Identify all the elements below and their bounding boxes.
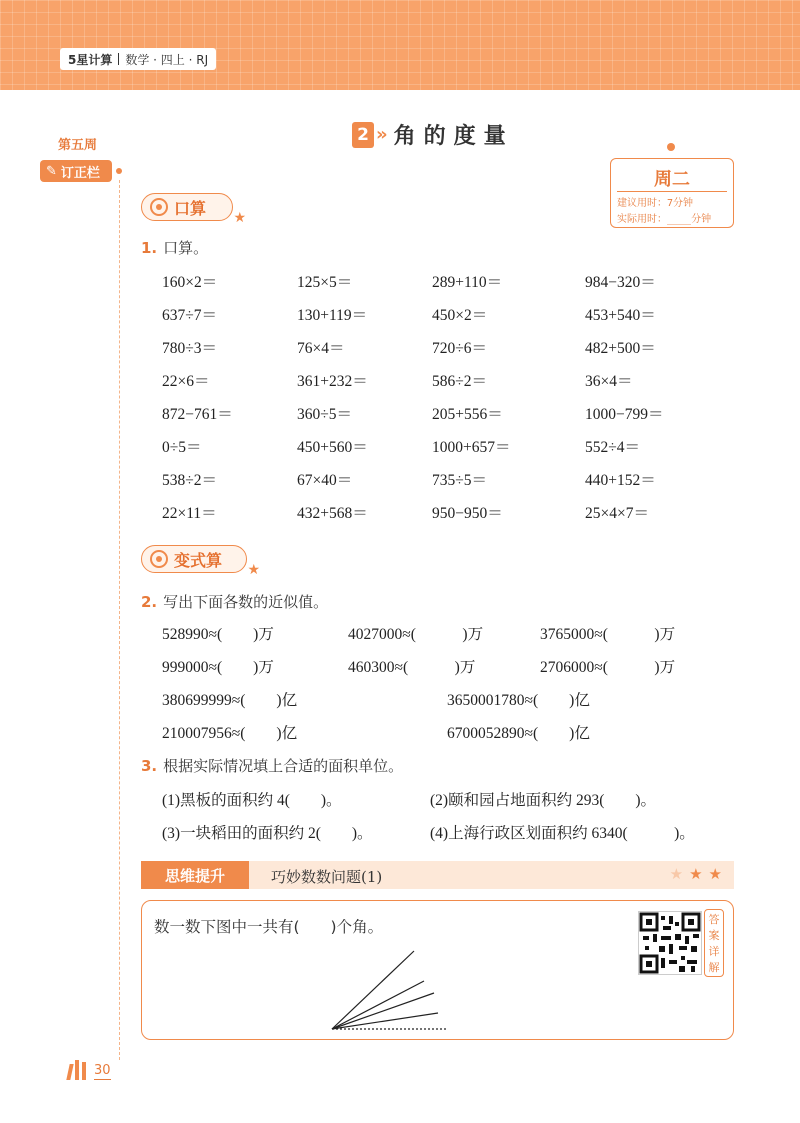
star-icon: ★ [233, 210, 246, 226]
section-oral-header [141, 193, 246, 226]
question-2 [141, 591, 328, 612]
difficulty-stars [670, 865, 728, 883]
approx-item: 999000≈( )万 [162, 659, 274, 676]
calc-item: 482+500＝ [585, 340, 656, 357]
answer-explain-char: 答 [708, 913, 720, 926]
thinking-subtitle: 巧妙数数问题(1) [271, 868, 383, 886]
target-icon [150, 550, 168, 568]
calc-item: 1000−799＝ [585, 406, 664, 423]
calc-item: 36×4＝ [585, 373, 633, 390]
approx-item: 210007956≈( )亿 [162, 725, 298, 742]
approx-item: 380699999≈( )亿 [162, 692, 298, 709]
question-1-text: 口算。 [163, 239, 209, 257]
calc-item: 76×4＝ [297, 340, 345, 357]
calc-item: 432+568＝ [297, 505, 368, 522]
area-item: (4)上海行政区划面积约 6340( )。 [430, 825, 695, 842]
correction-label: 订正栏 [60, 165, 100, 181]
approx-item: 460300≈( )万 [348, 659, 476, 676]
pin-icon [667, 143, 675, 151]
calc-item: 720÷6＝ [432, 340, 488, 357]
section-oral-label: 口算 [174, 198, 207, 218]
calc-item: 25×4×7＝ [585, 505, 649, 522]
calc-item: 361+232＝ [297, 373, 368, 390]
area-item: (2)颐和园占地面积约 293( )。 [430, 792, 657, 809]
question-2-text: 写出下面各数的近似值。 [163, 593, 329, 611]
books-icon [66, 1058, 90, 1080]
brand-subtitle: 数学 · 四上 · RJ [125, 52, 209, 67]
calc-item: 360÷5＝ [297, 406, 353, 423]
suggested-time: 建议用时：7分钟 [617, 198, 694, 209]
tag-dot [116, 168, 122, 174]
answer-explain-char: 案 [708, 929, 720, 942]
approx-item: 2706000≈( )万 [540, 659, 676, 676]
lesson-number: 2 [352, 122, 374, 148]
calc-item: 1000+657＝ [432, 439, 511, 456]
week-label: 第五周 [58, 138, 98, 153]
margin-divider [119, 180, 120, 1060]
approx-item: 6700052890≈( )亿 [447, 725, 590, 742]
page-number-block [66, 1058, 111, 1080]
section-variant-header [141, 545, 260, 578]
calc-item: 552÷4＝ [585, 439, 641, 456]
star-icon: ★ [669, 865, 690, 883]
approx-item: 4027000≈( )万 [348, 626, 484, 643]
calc-item: 984−320＝ [585, 274, 656, 291]
chevron-icon: » [376, 124, 388, 145]
approx-item: 528990≈( )万 [162, 626, 274, 643]
thinking-label: 思维提升 [141, 861, 249, 889]
brand-divider [118, 53, 119, 65]
calc-item: 450×2＝ [432, 307, 488, 324]
question-3 [141, 755, 403, 776]
correction-column-tag [40, 160, 112, 182]
calc-item: 950−950＝ [432, 505, 503, 522]
calc-item: 637÷7＝ [162, 307, 218, 324]
angle-figure [322, 941, 452, 1037]
calc-item: 67×40＝ [297, 472, 353, 489]
calc-item: 130+119＝ [297, 307, 368, 324]
calc-item: 0÷5＝ [162, 439, 202, 456]
question-1 [141, 237, 208, 258]
calc-item: 872−761＝ [162, 406, 233, 423]
thinking-header [141, 861, 734, 889]
question-2-number: 2. [141, 593, 158, 611]
brand-tag [60, 48, 216, 70]
lesson-title-text: 角的度量 [393, 124, 514, 149]
lesson-title [352, 119, 514, 150]
qr-code[interactable] [638, 911, 702, 975]
actual-time: 实际用时：____分钟 [617, 214, 712, 225]
qr-code-icon [639, 912, 701, 974]
angle-ray [332, 951, 414, 1029]
calc-item: 22×6＝ [162, 373, 210, 390]
star-icon: ★ [689, 865, 709, 883]
day-label: 周二 [654, 169, 690, 190]
calc-item: 453+540＝ [585, 307, 656, 324]
calc-item: 538÷2＝ [162, 472, 218, 489]
question-3-text: 根据实际情况填上合适的面积单位。 [163, 757, 404, 775]
calc-item: 125×5＝ [297, 274, 353, 291]
star-icon: ★ [247, 562, 260, 578]
calc-item: 735÷5＝ [432, 472, 488, 489]
brand-bold: 5星计算 [68, 52, 113, 67]
star-icon: ★ [708, 865, 728, 883]
area-item: (1)黑板的面积约 4( )。 [162, 792, 342, 809]
thinking-question: 数一数下图中一共有( )个角。 [154, 918, 384, 936]
page-header-band [0, 0, 800, 90]
stopwatch-icon [150, 198, 168, 216]
calc-item: 22×11＝ [162, 505, 217, 522]
calc-item: 586÷2＝ [432, 373, 488, 390]
page-number: 30 [94, 1063, 111, 1078]
thinking-box [141, 900, 734, 1040]
question-1-number: 1. [141, 239, 158, 257]
approx-item: 3765000≈( )万 [540, 626, 676, 643]
calc-item: 440+152＝ [585, 472, 656, 489]
calc-item: 450+560＝ [297, 439, 368, 456]
section-variant-label: 变式算 [174, 550, 223, 570]
angle-ray [332, 993, 434, 1029]
day-card [610, 158, 734, 228]
answer-explain-char: 解 [708, 961, 720, 974]
area-item: (3)一块稻田的面积约 2( )。 [162, 825, 373, 842]
pencil-icon: ✎ [46, 163, 57, 179]
calc-item: 289+110＝ [432, 274, 503, 291]
question-3-number: 3. [141, 757, 158, 775]
card-divider [617, 191, 727, 192]
approx-item: 3650001780≈( )亿 [447, 692, 590, 709]
answer-explain-label [704, 909, 724, 977]
answer-explain-char: 详 [708, 945, 720, 958]
calc-item: 205+556＝ [432, 406, 503, 423]
calc-item: 160×2＝ [162, 274, 218, 291]
calc-item: 780÷3＝ [162, 340, 218, 357]
